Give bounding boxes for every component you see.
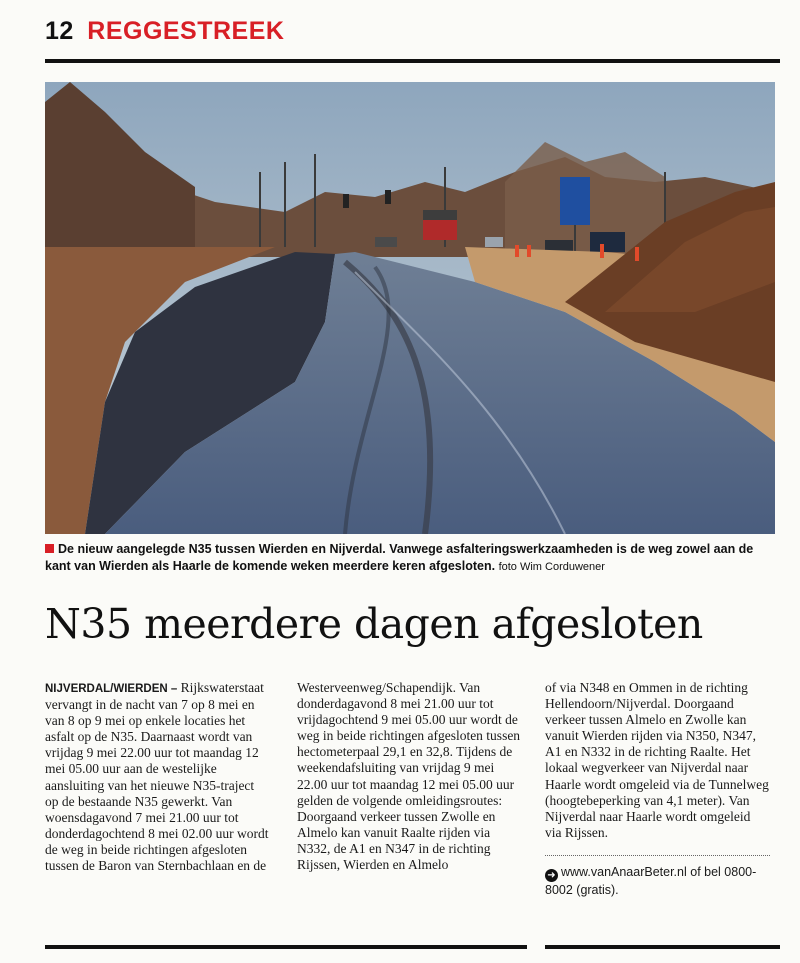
article-column-3 xyxy=(545,680,770,898)
page-number: 12 xyxy=(45,17,74,45)
info-link[interactable] xyxy=(545,855,770,898)
article-photo xyxy=(45,82,775,534)
arrow-right-icon: ➜ xyxy=(545,869,558,882)
caption-text: De nieuw aangelegde N35 tussen Wierden en Nijverdal. Vanwege asfalteringswerkzaamheden is de weg zowel aan de kant van Wierden als Haarle de komende weken meerdere keren afgesloten. xyxy=(45,542,754,573)
info-link-text[interactable]: www.vanAnaarBeter.nl of bel 0800-8002 (gratis). xyxy=(545,864,757,897)
photo-credit: foto Wim Corduwener xyxy=(498,561,605,573)
header-rule xyxy=(45,59,780,63)
footer-rule-right xyxy=(545,945,780,949)
dateline: NIJVERDAL/WIERDEN – xyxy=(45,683,178,695)
article-column-1 xyxy=(45,680,270,874)
photo-caption xyxy=(45,541,780,576)
page-header xyxy=(45,16,284,46)
column-2-text: Westerveenweg/Schapendijk. Van donderdagavond 8 mei 21.00 uur tot vrijdagochtend 9 mei 05.00 uur wordt de weg in beide richtingen afgesloten tussen hectometerpaal 29,1 en 32,8. Tijdens de weekendafsluiting van vrijdag 9 mei 22.00 uur tot maandag 12 mei 05.00 uur gelden de volgende omleidingsroutes: Doorgaand verkeer tussen Zwolle en Almelo kan vanuit Raalte rijden via N332, de A1 en N347 in de richting Rijssen, Wierden en Almelo xyxy=(297,680,521,873)
road-photo-illustration xyxy=(45,82,775,534)
article-headline: N35 meerdere dagen afgesloten xyxy=(45,600,703,648)
section-name: REGGESTREEK xyxy=(87,17,285,45)
column-3-text: of via N348 en Ommen in de richting Hellendoorn/Nijverdal. Doorgaand verkeer tussen Almelo en Zwolle kan vanuit Wierden rijden via N350, N347, A1 en N332 in de richting Raalte. Het lokaal wegverkeer van Nijverdal naar Haarle wordt omgeleid via de Tunnelweg (hoogtebeperking van 4,1 meter). Van Nijverdal naar Haarle wordt omgeleid via Rijssen. xyxy=(545,680,769,840)
footer-rule-left xyxy=(45,945,527,949)
article-column-2 xyxy=(297,680,522,873)
column-1-text: Rijkswaterstaat vervangt in de nacht van 7 op 8 mei en van 8 op 9 mei op enkele locaties het asfalt op de N35. Daarnaast wordt van vrijdag 9 mei 22.00 uur tot maandag 12 mei 05.00 uur aan de westelijke aansluiting van het nieuwe N35-traject op de bestaande N35 gewerkt. Van woensdagavond 7 mei 21.00 uur tot donderdagochtend 8 mei 02.00 uur wordt de weg in beide richtingen afgesloten tussen de Baron van Sternbachlaan en de xyxy=(45,680,269,874)
caption-marker xyxy=(45,544,54,553)
